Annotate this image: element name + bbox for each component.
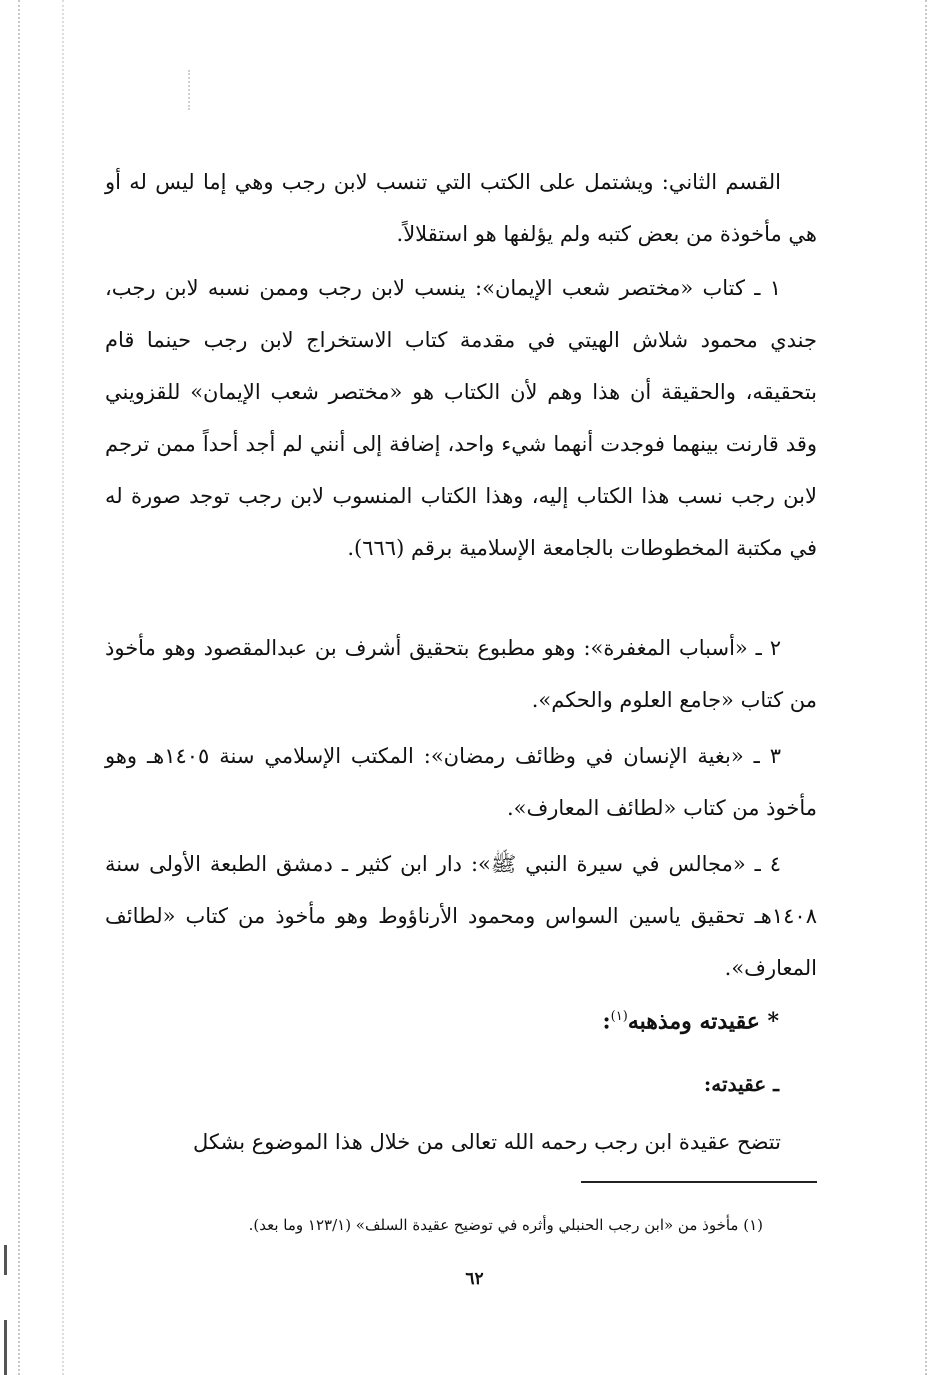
- list-item-mukhtasar-shuab: ١ ـ كتاب «مختصر شعب الإيمان»: ينسب لابن رجب وممن نسبه لابن رجب، جندي محمود شلاش الهيتي في مقدمة كتاب الاستخراج لابن رجب حينما قام بتحقيقه، والحقيقة أن هذا وهم لأن الكتاب هو «مختصر شعب الإيمان» للقزويني وقد قارنت بينهما فوجدت أنهما شيء واحد، إضافة إلى أنني لم أجد أحداً ممن ترجم لابن رجب نسب هذا الكتاب إليه، وهذا الكتاب المنسوب لابن رجب توجد صورة له في مكتبة المخطوطات بالجامعة الإسلامية برقم (٦٦٦).: [105, 276, 818, 560]
- list-item-bughyat-insan: ٣ ـ «بغية الإنسان في وظائف رمضان»: المكتب الإسلامي سنة ١٤٠٥هـ وهو مأخوذ من كتاب «لطائف المعارف».: [105, 744, 817, 820]
- scan-artifact-line: [62, 0, 64, 1375]
- section-heading-creed: [603, 997, 779, 1041]
- scan-artifact-line: [925, 0, 927, 1375]
- heading-colon: :: [602, 1008, 611, 1035]
- footnote: (١) مأخوذ من «ابن رجب الحنبلي وأثره في توضيح عقيدة السلف» (١٢٣/١ وما بعد).: [248, 1216, 763, 1234]
- footnote-divider: [581, 1181, 817, 1183]
- scan-artifact-line: [188, 70, 190, 110]
- scan-artifact-line: [18, 0, 20, 1375]
- section-two-paragraph: القسم الثاني: ويشتمل على الكتب التي تنسب لابن رجب وهي إما ليس له أو هي مأخوذة من بعض كتبه ولم يؤلفها هو استقلالاً.: [105, 170, 817, 246]
- subheading-creed: ـ عقيدته:: [703, 1072, 779, 1096]
- page-number: ٦٢: [465, 1269, 484, 1289]
- list-item-majalis-sira: ٤ ـ «مجالس في سيرة النبي ﷺ»: دار ابن كثير ـ دمشق الطبعة الأولى سنة ١٤٠٨هـ تحقيق ياسين السواس ومحمود الأرناؤوط وهو مأخوذ من كتاب «لطائف المعارف».: [105, 852, 817, 980]
- footnote-marker: (١): [610, 1009, 628, 1024]
- scan-edge-mark: [4, 1320, 7, 1375]
- creed-paragraph: تتضح عقيدة ابن رجب رحمه الله تعالى من خلال هذا الموضوع بشكل: [193, 1130, 781, 1154]
- list-item-asbab-maghfira: ٢ ـ «أسباب المغفرة»: وهو مطبوع بتحقيق أشرف بن عبدالمقصود وهو مأخوذ من كتاب «جامع العلوم والحكم».: [105, 636, 817, 712]
- heading-text: * عقيدته ومذهبه: [627, 1008, 779, 1035]
